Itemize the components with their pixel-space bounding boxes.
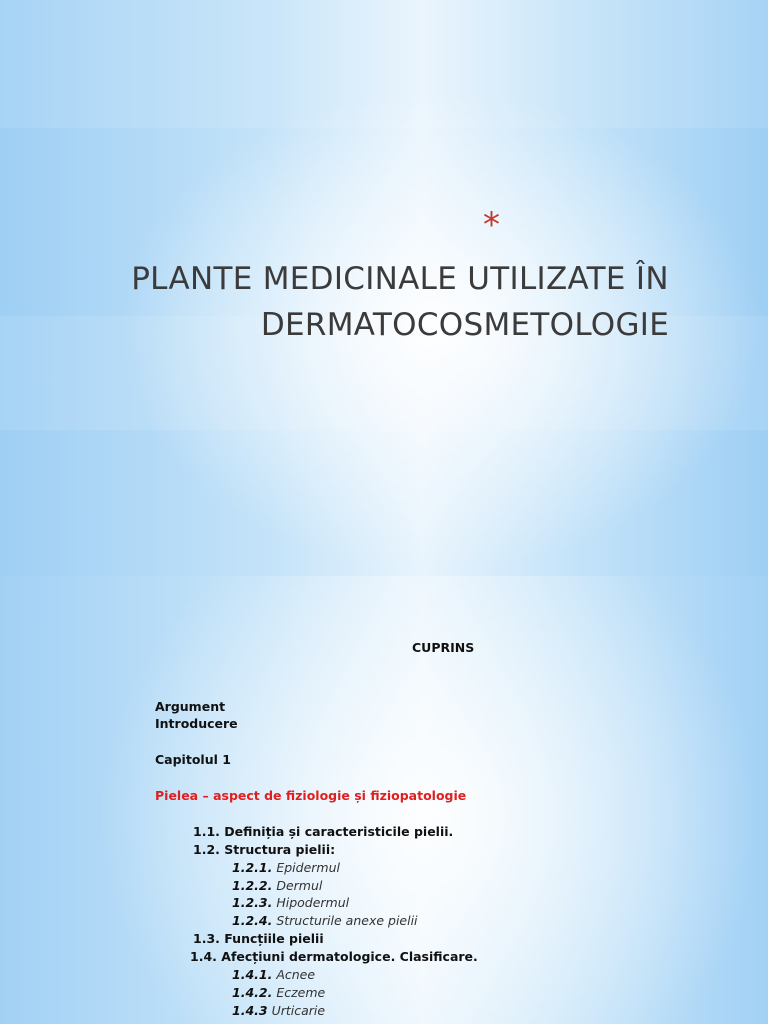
- background-band: [0, 0, 768, 128]
- toc-item-number: 1.1.: [193, 824, 220, 839]
- toc-item-text: Urticarie: [271, 1003, 326, 1018]
- slide-title-line-2: DERMATOCOSMETOLOGIE: [260, 307, 670, 343]
- toc-subitem: [232, 878, 322, 894]
- toc-item-text: Eczeme: [276, 985, 326, 1000]
- toc-item-text: Afecțiuni dermatologice. Clasificare.: [221, 949, 478, 964]
- toc-item-number: 1.2.2.: [232, 878, 273, 893]
- toc-item-number: 1.2.4.: [232, 913, 273, 928]
- toc-item: [190, 949, 478, 965]
- toc-heading: CUPRINS: [412, 640, 475, 655]
- toc-item-text: Structura pielii:: [224, 842, 336, 857]
- table-of-contents: [0, 576, 768, 1024]
- asterisk-decoration: *: [483, 205, 500, 245]
- toc-item-text: Hipodermul: [276, 895, 350, 910]
- toc-item-number: 1.4.2.: [232, 985, 273, 1000]
- toc-item: [193, 931, 324, 947]
- toc-item-number: 1.2.3.: [232, 895, 273, 910]
- toc-item: [193, 824, 453, 840]
- toc-subitem: [232, 860, 340, 876]
- toc-subitem: [232, 967, 315, 983]
- toc-subitem: [232, 1003, 325, 1019]
- toc-item-number: 1.4.3: [232, 1003, 268, 1018]
- toc-item-text: Funcțiile pielii: [224, 931, 324, 946]
- toc-item-text: Definiția și caracteristicile pielii.: [224, 824, 454, 839]
- toc-item-text: Acnee: [276, 967, 316, 982]
- slide-title-line-1: PLANTE MEDICINALE UTILIZATE ÎN: [131, 261, 669, 297]
- toc-chapter-subtitle: Pielea – aspect de fiziologie și fiziopatologie: [155, 788, 467, 803]
- toc-subitem: [232, 895, 349, 911]
- toc-item-number: 1.2.1.: [232, 860, 273, 875]
- toc-introducere: Introducere: [155, 716, 238, 731]
- toc-subitem: [232, 985, 325, 1001]
- toc-item-text: Structurile anexe pielii: [276, 913, 418, 928]
- toc-item-number: 1.4.1.: [232, 967, 273, 982]
- toc-argument: Argument: [155, 699, 226, 714]
- toc-item-text: Epidermul: [276, 860, 340, 875]
- contents-slide: [0, 576, 768, 1024]
- toc-subitem: [232, 913, 418, 929]
- slide-title: [60, 256, 740, 348]
- toc-item-number: 1.2.: [193, 842, 220, 857]
- toc-chapter: Capitolul 1: [155, 752, 231, 767]
- toc-item: [193, 842, 335, 858]
- toc-item-text: Dermul: [276, 878, 323, 893]
- toc-item-number: 1.3.: [193, 931, 220, 946]
- toc-item-number: 1.4.: [190, 949, 217, 964]
